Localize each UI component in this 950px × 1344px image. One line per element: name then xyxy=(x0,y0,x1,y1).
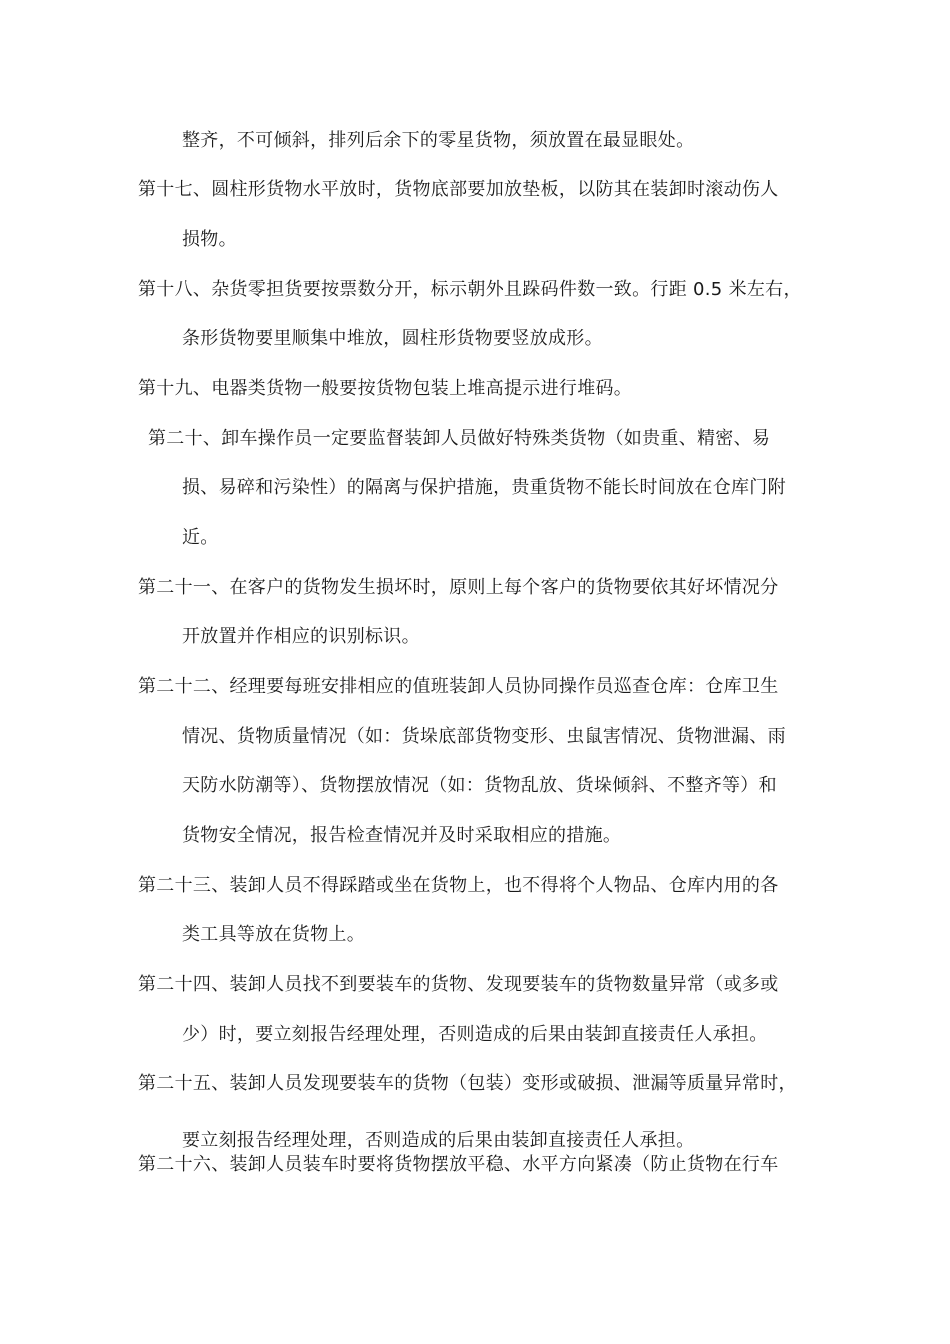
text-line: 第二十二、经理要每班安排相应的值班装卸人员协同操作员巡查仓库：仓库卫生 xyxy=(138,676,779,697)
text-line: 第十七、圆柱形货物水平放时，货物底部要加放垫板，以防其在装卸时滚动伤人 xyxy=(138,179,779,200)
text-line: 损、易碎和污染性）的隔离与保护措施，贵重货物不能长时间放在仓库门附 xyxy=(182,477,786,498)
text-line: 第二十、卸车操作员一定要监督装卸人员做好特殊类货物（如贵重、精密、易 xyxy=(148,428,771,449)
text-line: 第二十五、装卸人员发现要装车的货物（包装）变形或破损、泄漏等质量异常时， xyxy=(138,1073,797,1094)
text-line: 类工具等放在货物上。 xyxy=(182,924,365,945)
text-line: 整齐，不可倾斜，排列后余下的零星货物，须放置在最显眼处。 xyxy=(182,130,695,151)
text-line: 货物安全情况，报告检查情况并及时采取相应的措施。 xyxy=(182,825,622,846)
text-line: 第二十四、装卸人员找不到要装车的货物、发现要装车的货物数量异常（或多或 xyxy=(138,974,779,995)
text-line: 第二十三、装卸人员不得踩踏或坐在货物上，也不得将个人物品、仓库内用的各 xyxy=(138,875,779,896)
text-line: 近。 xyxy=(182,527,219,548)
text-line: 开放置并作相应的识别标识。 xyxy=(182,626,420,647)
text-line: 损物。 xyxy=(182,229,237,250)
text-line: 第二十六、装卸人员装车时要将货物摆放平稳、水平方向紧凑（防止货物在行车 xyxy=(138,1154,779,1175)
text-line: 第十九、电器类货物一般要按货物包装上堆高提示进行堆码。 xyxy=(138,378,633,399)
text-line: 要立刻报告经理处理，否则造成的后果由装卸直接责任人承担。 xyxy=(182,1130,695,1151)
text-line: 天防水防潮等）、货物摆放情况（如：货物乱放、货垛倾斜、不整齐等）和 xyxy=(182,775,777,796)
text-line: 条形货物要里顺集中堆放，圆柱形货物要竖放成形。 xyxy=(182,328,603,349)
text-line: 第十八、杂货零担货要按票数分开，标示朝外且跺码件数一致。行距 0.5 米左右， xyxy=(138,279,802,300)
text-line: 情况、货物质量情况（如：货垛底部货物变形、虫鼠害情况、货物泄漏、雨 xyxy=(182,726,786,747)
text-line: 第二十一、在客户的货物发生损坏时，原则上每个客户的货物要依其好坏情况分 xyxy=(138,577,779,598)
text-line: 少）时，要立刻报告经理处理，否则造成的后果由装卸直接责任人承担。 xyxy=(182,1024,768,1045)
